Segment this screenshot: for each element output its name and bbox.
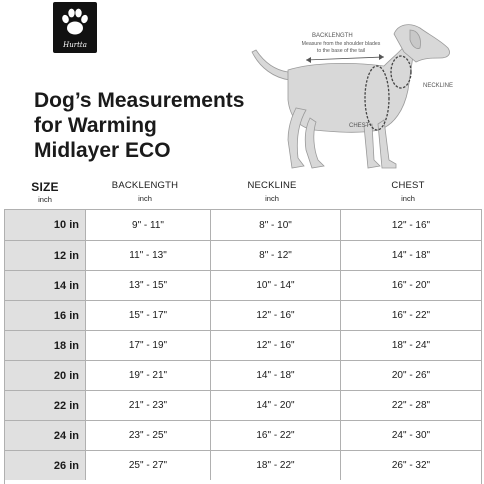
table-row bbox=[5, 390, 481, 420]
size-cell: 12 in bbox=[5, 241, 85, 270]
backlength-arrow bbox=[306, 57, 384, 60]
neckline-cell: 12" - 16" bbox=[210, 331, 340, 360]
header-backlength: BACKLENGTH inch bbox=[111, 180, 179, 203]
backlength-cell: 17" - 19" bbox=[85, 331, 210, 360]
neckline-label: NECKLINE bbox=[423, 83, 454, 89]
size-cell: 20 in bbox=[5, 361, 85, 390]
brand-logo bbox=[53, 2, 97, 53]
chest-cell: 16" - 22" bbox=[340, 301, 481, 330]
backlength-cell: 19" - 21" bbox=[85, 361, 210, 390]
backlength-cell: 9" - 11" bbox=[85, 210, 210, 240]
title-line-1: Dog’s Measurements bbox=[34, 89, 245, 112]
size-table-body bbox=[4, 209, 482, 484]
size-cell: 26 in bbox=[5, 451, 85, 480]
chest-cell: 26" - 32" bbox=[340, 451, 481, 480]
title-line-2: for Warming bbox=[34, 114, 157, 137]
brand-name: Hurtta bbox=[63, 41, 87, 49]
backlength-description: Measure from the shoulder blades to the base of the tail bbox=[301, 41, 381, 54]
neckline-cell: 14" - 20" bbox=[210, 391, 340, 420]
chest-cell: 20" - 26" bbox=[340, 361, 481, 390]
neckline-cell: 8" - 10" bbox=[210, 210, 340, 240]
size-cell: 24 in bbox=[5, 421, 85, 450]
header-size: SIZE inch bbox=[31, 180, 59, 204]
neckline-cell: 12" - 16" bbox=[210, 301, 340, 330]
size-cell: 16 in bbox=[5, 301, 85, 330]
chest-cell: 18" - 24" bbox=[340, 331, 481, 360]
neckline-cell: 18" - 22" bbox=[210, 451, 340, 480]
neckline-cell: 10" - 14" bbox=[210, 271, 340, 300]
backlength-cell: 23" - 25" bbox=[85, 421, 210, 450]
neckline-cell: 16" - 22" bbox=[210, 421, 340, 450]
size-cell: 22 in bbox=[5, 391, 85, 420]
table-row bbox=[5, 330, 481, 360]
size-cell: 18 in bbox=[5, 331, 85, 360]
page-title bbox=[34, 88, 264, 163]
table-row bbox=[5, 240, 481, 270]
backlength-cell: 21" - 23" bbox=[85, 391, 210, 420]
header-chest: CHEST inch bbox=[391, 180, 425, 203]
chest-cell: 22" - 28" bbox=[340, 391, 481, 420]
chest-cell: 12" - 16" bbox=[340, 210, 481, 240]
chest-cell: 16" - 20" bbox=[340, 271, 481, 300]
size-cell: 14 in bbox=[5, 271, 85, 300]
chest-label: CHEST bbox=[349, 123, 370, 129]
backlength-cell: 25" - 27" bbox=[85, 451, 210, 480]
table-row bbox=[5, 450, 481, 480]
table-row bbox=[5, 360, 481, 390]
chest-cell: 14" - 18" bbox=[340, 241, 481, 270]
paw-icon bbox=[53, 2, 97, 42]
backlength-cell: 15" - 17" bbox=[85, 301, 210, 330]
table-row bbox=[5, 270, 481, 300]
table-row bbox=[5, 210, 481, 240]
backlength-cell: 11" - 13" bbox=[85, 241, 210, 270]
neckline-cell: 14" - 18" bbox=[210, 361, 340, 390]
backlength-cell: 13" - 15" bbox=[85, 271, 210, 300]
neckline-cell: 8" - 12" bbox=[210, 241, 340, 270]
backlength-label: BACKLENGTH bbox=[312, 33, 353, 39]
table-row bbox=[5, 420, 481, 450]
size-cell: 10 in bbox=[5, 210, 85, 240]
chest-cell: 24" - 30" bbox=[340, 421, 481, 450]
title-line-3: Midlayer ECO bbox=[34, 139, 171, 162]
header-neckline: NECKLINE inch bbox=[247, 180, 297, 203]
table-row bbox=[5, 300, 481, 330]
